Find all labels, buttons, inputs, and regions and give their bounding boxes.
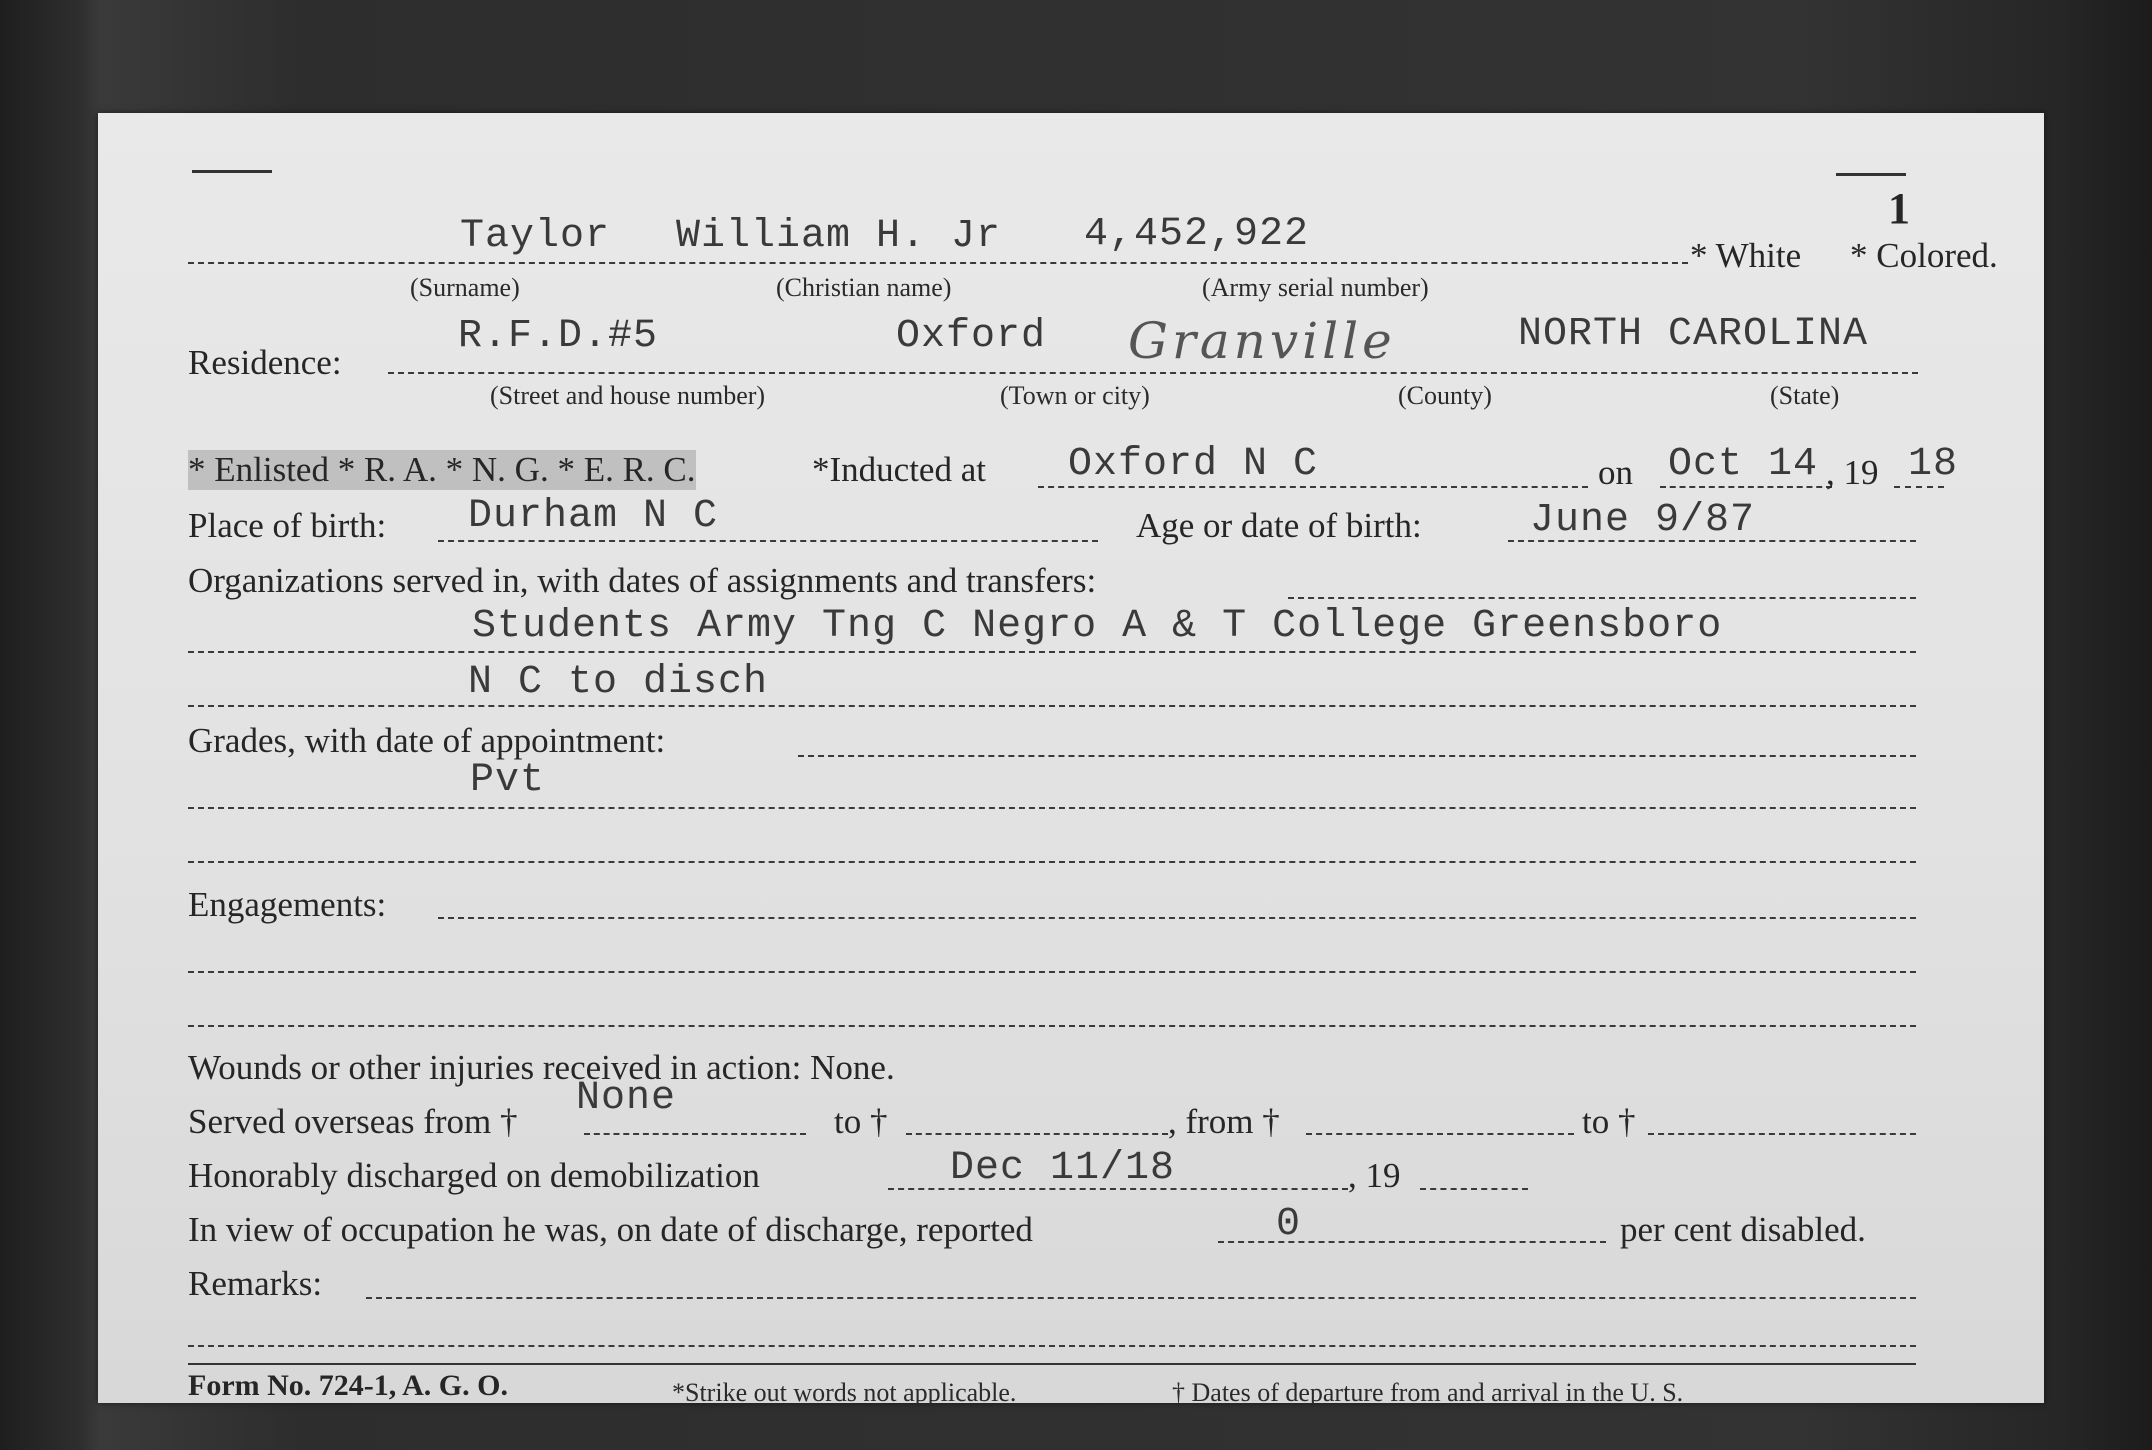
organizations-line-2 bbox=[188, 705, 1916, 707]
discharge-year-line bbox=[1420, 1188, 1528, 1190]
organizations-line-1 bbox=[188, 651, 1916, 653]
engagements-line-0 bbox=[438, 917, 1916, 919]
strike-out-note: *Strike out words not applicable. bbox=[672, 1378, 1017, 1407]
induction-year-line bbox=[1894, 486, 1944, 488]
town-value: Oxford bbox=[896, 314, 1047, 359]
state-caption: (State) bbox=[1770, 381, 1840, 410]
place-of-birth-value: Durham N C bbox=[468, 494, 719, 539]
organizations-label: Organizations served in, with dates of assignments and transfers: bbox=[188, 561, 1097, 600]
overseas-line-1 bbox=[584, 1133, 806, 1135]
grades-value: Pvt bbox=[470, 758, 546, 803]
discharge-label: Honorably discharged on demobilization bbox=[188, 1156, 760, 1195]
state-value: NORTH CAROLINA bbox=[1518, 312, 1869, 357]
top-left-rule bbox=[192, 170, 272, 173]
grades-line-0 bbox=[798, 755, 1916, 757]
induction-year-prefix: , 19 bbox=[1826, 453, 1879, 492]
town-caption: (Town or city) bbox=[1000, 381, 1150, 410]
grades-line-1 bbox=[188, 807, 1916, 809]
service-record-card bbox=[98, 113, 2044, 1407]
engagements-line-2 bbox=[188, 1025, 1916, 1027]
date-of-birth-line bbox=[1508, 540, 1916, 542]
white-option: * White bbox=[1690, 236, 1802, 275]
place-of-birth-line bbox=[438, 540, 1098, 542]
date-of-birth-label: Age or date of birth: bbox=[1136, 506, 1422, 545]
top-right-rule bbox=[1836, 173, 1906, 176]
place-of-birth-label: Place of birth: bbox=[188, 506, 387, 545]
surname-value: Taylor bbox=[460, 214, 611, 259]
grades-label: Grades, with date of appointment: bbox=[188, 721, 666, 760]
engagements-label: Engagements: bbox=[188, 885, 387, 924]
inducted-at-value: Oxford N C bbox=[1068, 442, 1319, 487]
enlistment-options: * Enlisted * R. A. * N. G. * E. R. C. bbox=[188, 450, 696, 489]
engagements-line-1 bbox=[188, 971, 1916, 973]
overseas-to-label-2: to † bbox=[1582, 1102, 1636, 1141]
form-number: Form No. 724-1, A. G. O. bbox=[188, 1369, 508, 1402]
colored-option: * Colored. bbox=[1850, 236, 1998, 275]
discharge-date-value: Dec 11/18 bbox=[950, 1146, 1176, 1191]
overseas-to-label-1: to † bbox=[834, 1102, 888, 1141]
disability-suffix: per cent disabled. bbox=[1620, 1210, 1866, 1249]
induction-date-line bbox=[1660, 486, 1832, 488]
induction-year-value: 18 bbox=[1908, 442, 1959, 487]
street-value: R.F.D.#5 bbox=[458, 314, 659, 359]
serial-number-value: 4,452,922 bbox=[1084, 212, 1310, 257]
wounds-label: Wounds or other injuries received in action: None. bbox=[188, 1048, 895, 1087]
overseas-line-4 bbox=[1648, 1133, 1916, 1135]
discharge-line bbox=[888, 1188, 1348, 1190]
remarks-label: Remarks: bbox=[188, 1264, 323, 1303]
disability-label: In view of occupation he was, on date of discharge, reported bbox=[188, 1210, 1033, 1249]
discharge-year-prefix: , 19 bbox=[1348, 1156, 1401, 1195]
overseas-label: Served overseas from † bbox=[188, 1102, 518, 1141]
footer-rule bbox=[188, 1363, 1916, 1365]
county-caption: (County) bbox=[1398, 381, 1492, 410]
surname-caption: (Surname) bbox=[410, 273, 520, 302]
card-number: 1 bbox=[1888, 184, 1910, 233]
remarks-line-1 bbox=[188, 1345, 1916, 1347]
organizations-line2-value: N C to disch bbox=[468, 660, 769, 705]
inducted-label: *Inducted at bbox=[812, 450, 986, 489]
name-line bbox=[188, 262, 1688, 264]
christian-name-caption: (Christian name) bbox=[776, 273, 952, 302]
overseas-value: None bbox=[576, 1076, 677, 1121]
disability-line bbox=[1218, 1241, 1606, 1243]
overseas-line-2 bbox=[906, 1133, 1168, 1135]
on-label: on bbox=[1598, 453, 1633, 492]
serial-number-caption: (Army serial number) bbox=[1202, 273, 1429, 302]
street-caption: (Street and house number) bbox=[490, 381, 766, 410]
grades-line-2 bbox=[188, 861, 1916, 863]
residence-line bbox=[388, 372, 1918, 374]
organizations-line1-value: Students Army Tng C Negro A & T College Greensboro bbox=[472, 604, 1723, 649]
county-value: Granville bbox=[1128, 312, 1396, 370]
christian-name-value: William H. Jr bbox=[676, 214, 1002, 259]
overseas-line-3 bbox=[1306, 1133, 1574, 1135]
induction-date-value: Oct 14 bbox=[1668, 442, 1819, 487]
disability-value: 0 bbox=[1276, 1202, 1302, 1247]
inducted-line bbox=[1038, 486, 1588, 488]
date-of-birth-value: June 9/87 bbox=[1530, 498, 1756, 543]
dates-note: † Dates of departure from and arrival in the U. S. bbox=[1172, 1378, 1684, 1407]
organizations-line-0 bbox=[1288, 597, 1916, 599]
residence-label: Residence: bbox=[188, 343, 342, 382]
remarks-line-0 bbox=[366, 1297, 1916, 1299]
overseas-from-label-2: , from † bbox=[1168, 1102, 1280, 1141]
